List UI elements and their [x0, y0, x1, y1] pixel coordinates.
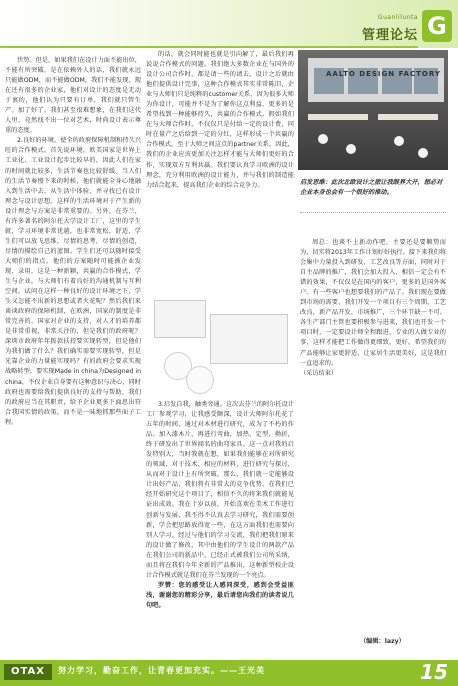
photo-table	[378, 114, 438, 120]
footer-logo: OTAX	[4, 664, 52, 680]
decorative-image	[146, 292, 294, 396]
thumbnail-image	[154, 300, 206, 338]
interviewer-question: 罗赞：您的感受让人感同深受，感到会受益匪浅，谢谢您的精彩分享，最后请您向我们的读者说几句吧。	[146, 581, 294, 609]
caption-divider	[300, 212, 446, 213]
paragraph: 3.启发自我，触类旁通。这次去芬兰的阿尔托设计工厂参观学习，让我感受颇深，设计大师阿尔托花了五年的时间，通过对木材进行研究，成为了不朽的作品。加入漆木片，再进行弯曲，加热，定型，拗折，终于研发出了世界闻名的曲弯家具。这一点对我的启发特别大，当时我就在想，如果我们能够在对所研究的领域，对于技术、相应的材料，进行研究与探讨，从而对于设计上有所突破，那么，我们就一定能够设计出好产品，我们将有非常大的竞争优势，在我们已经开始研究这个项目了，相信不久的将来我们就能见证出成效。我在十岁以前，开始喜欢在美术工作进行创新与发展，我不得不认真去学习研究，我们需要创新，学会把思路放得宽一些，在这方面我们也需要向别人学习。经过与他们的学习交流，我们把我们原来的设计做了修改，其中由他们的学生设计的两款产品在我们公司的新品中，已经正式被我们公司所采纳，而且将在我们今年全新的产品推出，这种新型校企设计合作模式就是我们在芬兰发现的一个亮点。	[146, 401, 294, 579]
paragraph: 2.良好的环境，使全的政府保障机制和持久兴旺的合作模式。首先说环境，欧美国家是世界上工业化、工业设计起步比较早的，因此人们在家的时间就比较多，生活节奏也比较舒缓。当人们的生活节奏慢下来的时候，他们就能全身心地融入到生活中去，从生活中体验、并寻找已有设计理念与设计思想。这样的生活环境对于产生新的设计理念与方案是非常重要的。另外，在芬兰，有许多著名的阿尔托大学设计工厂，这里的学生就，学习环境非常优越，也非常宽松，舒适，学生们可以放飞思维，尽情的思考，尽情的创造，尽情的描绘自己的蓝图。学生们还可以随时接受大师们的指点，他们的方案随时可能被企业发现，录用，这是一种新颖，共赢的合作模式，学生与企业，与大师们有着良好的沟通机制与互利空间，试问在这样一种良好的设计环境之下，学生又怎能不出新的思想或者火花呢？然后我们来谈谈政府的保障机制，在欧洲，国家的制度是非常完善的，国家对企业的支持，对人才的培养都是非常重视，非常关注的，但是我们的政府呢？深圳市政府年年拨款扶持要实现转型，但是他们为我们做了什么？我们确实需要实现转型，但是光靠企业的力量能实现吗？有的政府会要求实现战略转型，要实现Made in china为Designed in china，不仅企业自身要有这种意识与决心，同时政府也需要给我们提供良好的支持与帮助，我们的政府应当在其职责，给予企业更多下面思出符合我国实情的政策，而不是一味地抓那些面子工程。	[5, 137, 141, 426]
decorative-circle	[186, 366, 214, 394]
section-logo: G	[422, 10, 452, 42]
paragraph: 的话，就会同时能也就是引向解了，最后我们再说说合作模式的问题。我们绝大多数企业在与国外的设计公司合作时，都是请一些的请去，设计之后就由他们提供设计完事，这种合作模式其实非常陈旧，企业与大师们只是纯粹的customer关系，因为很多大师为你设计，可能并不是为了解你这点利益，更多的是希望找到一种能够持久，共赢的合作模式。假如我们在与大师合作时，不仅仅只是付给一定的设计费，同时在量产之后给到一定的分红，这样形成一个共赢的合作模式，至于大师之间这点的partner关系，因此，我们的企业应该更加关注怎样才能与大师们更好的合作，实现双方互利共赢。我们要认真学习欧洲的设计理念，充分利用欧洲的设计能力，并与我们的制造能力结合起来，提高我们企业的综合竞争力。	[146, 51, 294, 189]
photo-caption: 启发思维：此次北欧设计之旅让我眼界大开，想必对企业本身也会有一个很好的推动。	[300, 179, 443, 196]
paragraph: 周总：也谈不上新动作吧，主要还是要顺势而为，切实将2013年工作计划好好执行。接下来我们将会集中力量投入到研发，工艺改良等方面，同时对于自主品牌的推广，我们会加大投入，相信一定会有不错的效果，不仅仅是在国内的客户，更多的是国外客户。有一些客户也想要我们的产品了。我们现在要做到市场的需要，我们开发一个项目有三个周期，工艺改良，新产品开发，市场推广，三个环节缺一不可。各生产部门主管也要积极参与进来，我们也开发一个项目时，一定要设计师全程跟进，专业的人做专业的事，这样才能把工作做得更细致，更好。希望我们的产品能够让家更舒适，让家居生活更美好，这是我们一直追求的。	[300, 239, 446, 367]
footer-slogan: 努力学习，勤奋工作，让青春更加充实。——王光美	[58, 666, 265, 675]
article-column-2-bottom	[146, 400, 294, 648]
paragraph: 伏势。但是，如果我们在设计力面不能出位，不能有所突破，是在依赖外人的话，我们就永远只能做ODM，而不能做ODM，我们不能发现。现在还有很多的企业家，他们对设计的态度是无动于衷的，他们认为只要有订单，我们就只管生产。加了好了，我们甚至很难想象，在我们这代人里，竟然找不出一位对艺术，时尚设计表示尊重的态度。	[5, 57, 141, 135]
editor-credit: （编辑：lazy）	[360, 638, 405, 645]
header-rule	[0, 46, 418, 48]
article-column-1	[5, 56, 141, 648]
page-number: 15	[420, 660, 448, 684]
thumbnail-image	[210, 314, 288, 364]
section-title-zh: 管理论坛	[361, 28, 418, 43]
factory-photo	[298, 50, 448, 170]
photo-building	[308, 58, 444, 102]
photo-table	[308, 114, 368, 120]
article-column-2	[146, 50, 294, 290]
article-column-3	[300, 238, 446, 638]
photo-sign-text: AALTO DESIGN FACTORY	[326, 70, 441, 78]
interview-end-note: （采访结束）	[300, 369, 338, 377]
section-title-en: Guanlilunta	[377, 14, 418, 21]
